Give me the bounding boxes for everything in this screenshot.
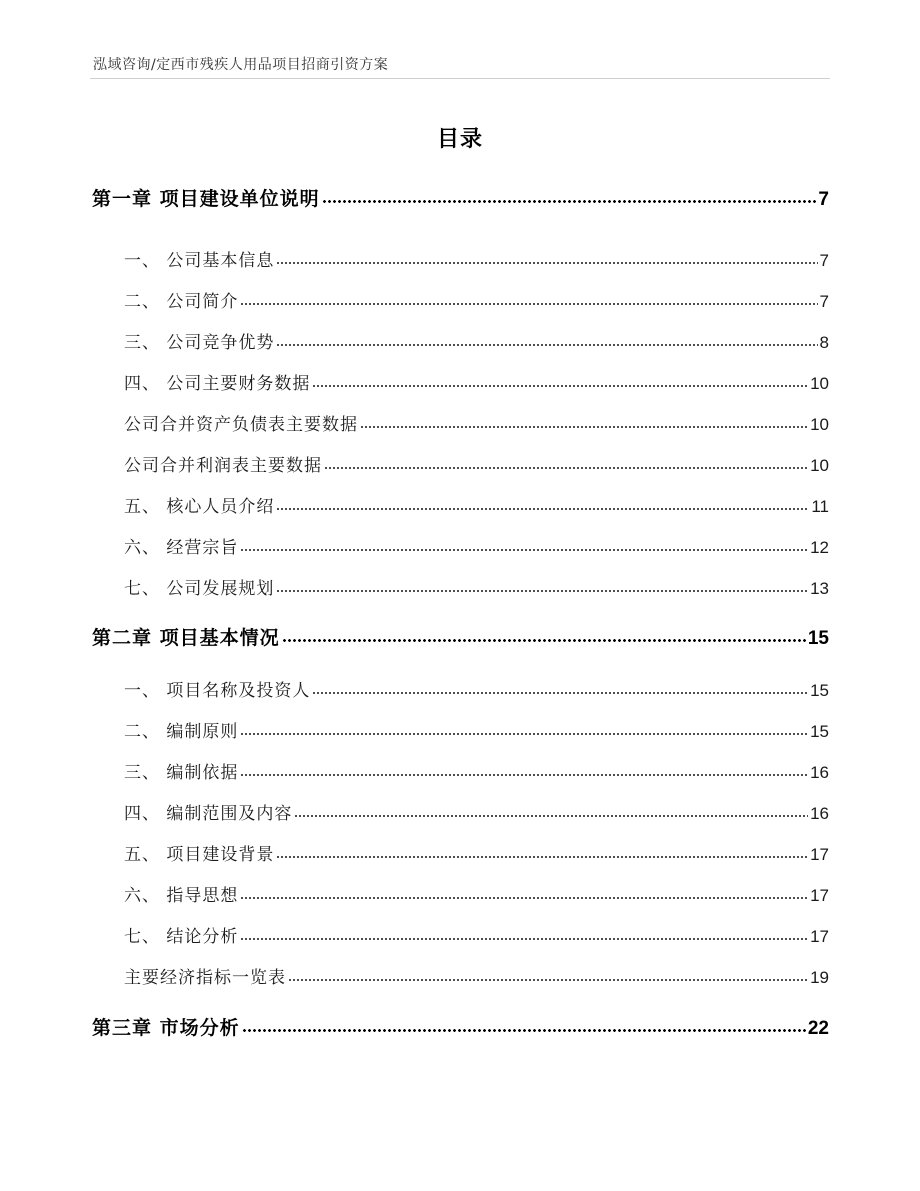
dot-leader — [240, 733, 808, 735]
toc-entry-section[interactable] — [124, 881, 829, 906]
toc-entry-label: 公司合并利润表主要数据 — [124, 456, 322, 476]
toc-entry-label: 四、 公司主要财务数据 — [124, 374, 311, 394]
toc-entry-page: 7 — [819, 292, 829, 311]
toc-entry-page: 10 — [810, 415, 829, 434]
dot-leader — [240, 774, 808, 776]
dot-leader — [360, 426, 808, 428]
toc-entry-label: 第二章 项目基本情况 — [92, 627, 280, 649]
toc-entry-label: 五、 核心人员介绍 — [124, 497, 275, 517]
dot-leader — [312, 692, 808, 694]
toc-entry-section[interactable] — [124, 328, 829, 353]
running-header: 泓域咨询/定西市残疾人用品项目招商引资方案 — [93, 57, 389, 73]
toc-entry-page: 8 — [819, 333, 829, 352]
toc-entry-label: 公司合并资产负债表主要数据 — [124, 415, 358, 435]
toc-entry-section[interactable] — [124, 922, 829, 947]
toc-entry-label: 六、 经营宗旨 — [124, 538, 239, 558]
toc-entry-page: 13 — [810, 579, 829, 598]
dot-leader — [240, 938, 808, 940]
toc-entry-page: 7 — [819, 251, 829, 270]
toc-entry-chapter-2[interactable] — [92, 623, 829, 650]
dot-leader — [276, 344, 817, 346]
toc-entry-page: 15 — [807, 628, 829, 649]
toc-entry-section[interactable] — [124, 492, 829, 517]
dot-leader — [312, 385, 808, 387]
toc-entry-page: 17 — [810, 886, 829, 905]
toc-entry-label: 第三章 市场分析 — [92, 1017, 240, 1039]
toc-entry-section[interactable] — [124, 287, 829, 312]
toc-entry-page: 11 — [811, 497, 829, 516]
dot-leader — [276, 262, 817, 264]
toc-entry-section[interactable] — [124, 717, 829, 742]
toc-entry-chapter-1[interactable] — [92, 184, 829, 211]
toc-entry-page: 10 — [810, 456, 829, 475]
dot-leader — [240, 303, 817, 305]
toc-entry-page: 12 — [810, 538, 829, 557]
toc-entry-label: 五、 项目建设背景 — [124, 845, 275, 865]
toc-entry-page: 16 — [810, 763, 829, 782]
toc-entry-label: 三、 编制依据 — [124, 763, 239, 783]
toc-entry-page: 17 — [810, 927, 829, 946]
toc-entry-label: 七、 公司发展规划 — [124, 579, 275, 599]
dot-leader — [276, 590, 808, 592]
toc-entry-label: 一、 项目名称及投资人 — [124, 681, 311, 701]
toc-entry-page: 10 — [810, 374, 829, 393]
dot-leader — [240, 549, 808, 551]
toc-entry-label: 二、 公司简介 — [124, 292, 239, 312]
toc-entry-label: 二、 编制原则 — [124, 722, 239, 742]
toc-entry-page: 15 — [810, 681, 829, 700]
dot-leader — [276, 856, 808, 858]
toc-entry-section[interactable] — [124, 963, 829, 988]
toc-entry-page: 19 — [810, 968, 829, 987]
toc-entry-label: 一、 公司基本信息 — [124, 251, 275, 271]
toc-entry-label: 七、 结论分析 — [124, 927, 239, 947]
dot-leader — [322, 200, 817, 203]
toc-entry-page: 7 — [818, 189, 829, 210]
dot-leader — [282, 639, 806, 642]
dot-leader — [242, 1029, 806, 1032]
toc-entry-page: 16 — [810, 804, 829, 823]
toc-entry-section[interactable] — [124, 574, 829, 599]
toc-entry-section[interactable] — [124, 799, 829, 824]
toc-entry-label: 三、 公司竞争优势 — [124, 333, 275, 353]
toc-entry-label: 六、 指导思想 — [124, 886, 239, 906]
dot-leader — [276, 508, 809, 510]
toc-entry-section[interactable] — [124, 451, 829, 476]
toc-entry-label: 第一章 项目建设单位说明 — [92, 188, 320, 210]
dot-leader — [240, 897, 808, 899]
toc-entry-page: 17 — [810, 845, 829, 864]
dot-leader — [288, 979, 808, 981]
toc-entry-section[interactable] — [124, 410, 829, 435]
toc-entry-label: 主要经济指标一览表 — [124, 968, 286, 988]
toc-entry-section[interactable] — [124, 533, 829, 558]
toc-entry-section[interactable] — [124, 369, 829, 394]
toc-entry-section[interactable] — [124, 246, 829, 271]
toc-entry-section[interactable] — [124, 758, 829, 783]
dot-leader — [324, 467, 808, 469]
dot-leader — [294, 815, 808, 817]
toc-entry-page: 15 — [810, 722, 829, 741]
toc-entry-chapter-3[interactable] — [92, 1013, 829, 1040]
toc-entry-section[interactable] — [124, 840, 829, 865]
toc-title: 目录 — [436, 127, 483, 152]
toc-entry-page: 22 — [807, 1018, 829, 1039]
toc-entry-label: 四、 编制范围及内容 — [124, 804, 293, 824]
toc-entry-section[interactable] — [124, 676, 829, 701]
